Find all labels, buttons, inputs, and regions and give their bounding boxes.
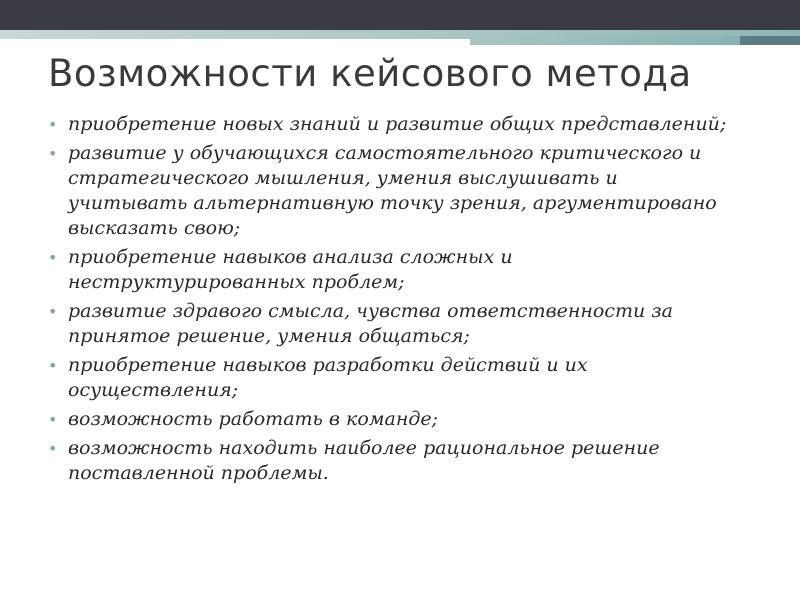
bullet-item xyxy=(48,299,728,349)
bullet-text: возможность работать в команде; xyxy=(68,408,439,430)
bullet-dot-icon: • xyxy=(48,410,58,429)
bullet-list xyxy=(48,112,728,490)
bullet-item xyxy=(48,112,728,137)
bullet-dot-icon: • xyxy=(48,115,58,134)
bullet-text: возможность находить наиболее рациональное решение поставленной проблемы. xyxy=(68,437,660,484)
bullet-item xyxy=(48,141,728,241)
bullet-item xyxy=(48,353,728,403)
bullet-dot-icon: • xyxy=(48,144,58,163)
top-band-decoration xyxy=(0,0,800,30)
bullet-text: приобретение навыков анализа сложных и неструктурированных проблем; xyxy=(68,246,513,293)
bullet-text: развитие здравого смысла, чувства ответственности за принятое решение, умения общаться; xyxy=(68,300,673,347)
bullet-dot-icon: • xyxy=(48,439,58,458)
bullet-dot-icon: • xyxy=(48,356,58,375)
accent-cap-decoration xyxy=(740,36,800,45)
bullet-text: приобретение навыков разработки действий и их осуществления; xyxy=(68,354,588,401)
bullet-item xyxy=(48,436,728,486)
bullet-text: приобретение новых знаний и развитие общих представлений; xyxy=(68,113,727,135)
bullet-text: развитие у обучающихся самостоятельного критического и стратегического мышления, умения выслушивать и учитывать альтернативную точку зрения, аргументировано высказать свою; xyxy=(68,142,717,239)
bullet-dot-icon: • xyxy=(48,248,58,267)
bullet-item xyxy=(48,245,728,295)
bullet-item xyxy=(48,407,728,432)
slide-title: Возможности кейсового метода xyxy=(48,52,692,95)
bullet-dot-icon: • xyxy=(48,302,58,321)
